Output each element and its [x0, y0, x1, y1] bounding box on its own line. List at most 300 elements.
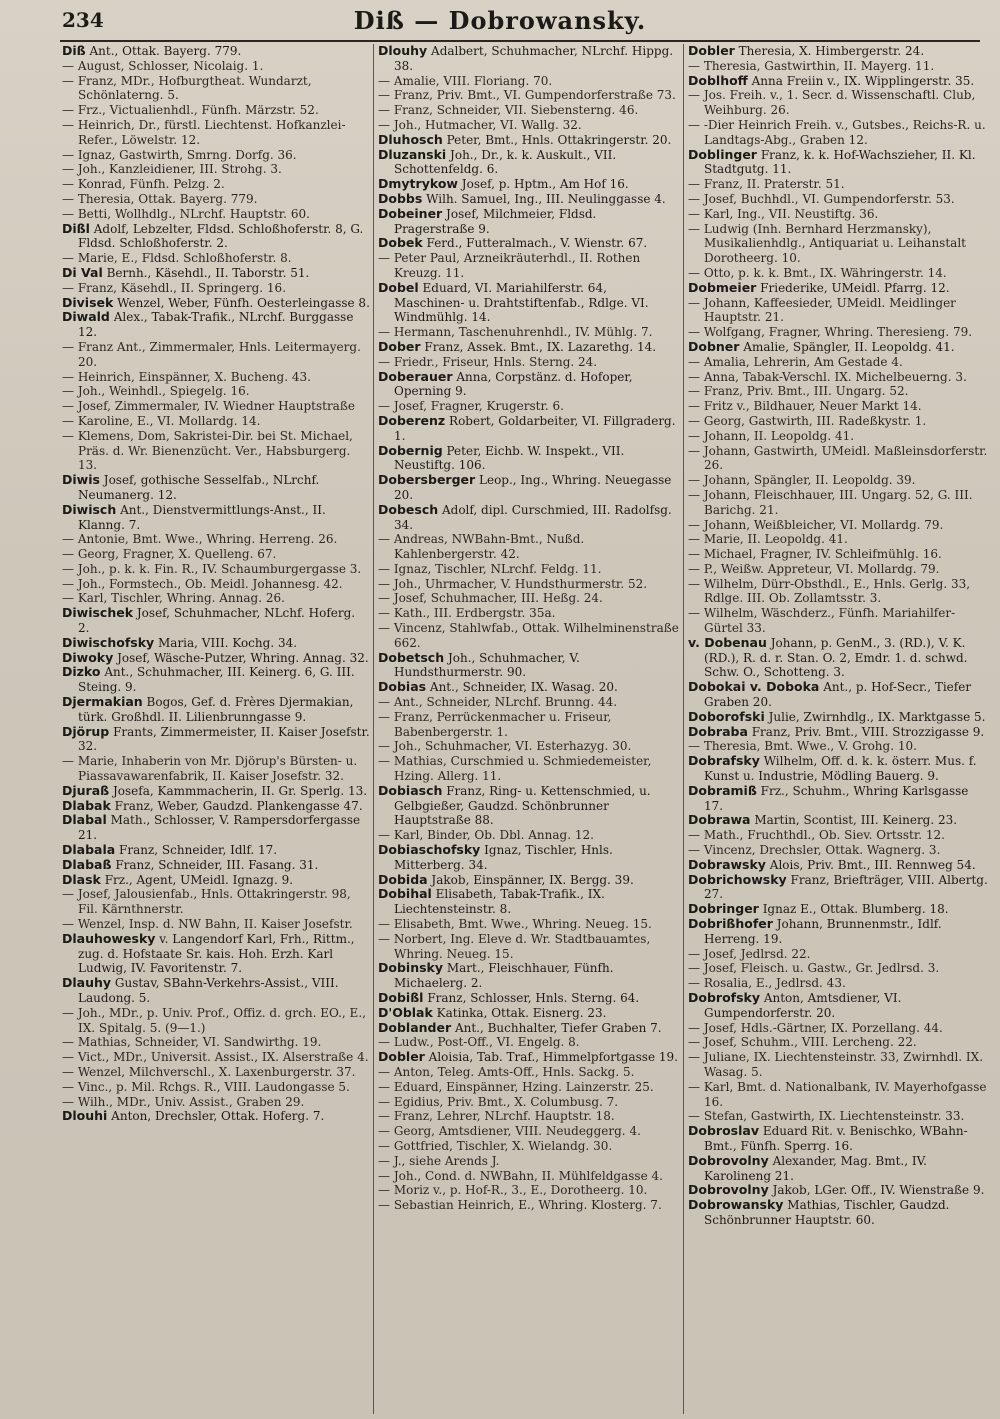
entry-details: — Josef, Jedlrsd. 22. — [688, 946, 811, 961]
entry-surname: Dlask — [62, 871, 101, 887]
entry-details: — Franz, Lehrer, NLrchf. Hauptstr. 18. — [378, 1109, 615, 1124]
entry-details: — Amalia, Lehrerin, Am Gestade 4. — [688, 354, 903, 369]
entry-surname: Dobrovolny — [688, 1152, 769, 1168]
directory-entry — [688, 428, 988, 444]
entry-details: — Juliane, IX. Liechtensteinstr. 33, Zwirnhdl. IX. Wasag. 5. — [688, 1050, 984, 1079]
directory-entry — [378, 782, 680, 828]
entry-details: — Joh., Hutmacher, VI. Wallg. 32. — [378, 117, 582, 132]
entry-surname: Dobrißhofer — [688, 916, 773, 932]
directory-entry — [688, 354, 988, 370]
entry-details: — Joh., Weinhdl., Spiegelg. 16. — [62, 384, 250, 399]
directory-entry — [62, 264, 370, 281]
directory-entry — [62, 1108, 370, 1124]
directory-entry — [62, 206, 370, 222]
entry-surname: Dlauhowesky — [62, 930, 156, 946]
entry-details: — Franz, Priv. Bmt., III. Ungarg. 52. — [688, 384, 909, 399]
directory-entry — [62, 251, 370, 266]
directory-entry — [62, 754, 370, 784]
directory-entry — [62, 856, 370, 873]
entry-details: — Vict., MDr., Universit. Assist., IX. Alserstraße 4. — [62, 1050, 369, 1065]
entry-surname: Dlabala — [62, 842, 116, 858]
entry-details: — Josef, Schuhm., VIII. Lercheng. 22. — [688, 1035, 917, 1050]
directory-entry — [688, 843, 988, 858]
column-3 — [688, 44, 988, 1414]
entry-details: Maria, VIII. Kochg. 34. — [158, 635, 298, 650]
directory-entry — [688, 473, 988, 488]
directory-entry — [378, 739, 680, 754]
entry-surname: Dlabaß — [62, 856, 112, 872]
entry-surname: Dobbs — [378, 190, 423, 206]
entry-surname: Dobetsch — [378, 649, 445, 665]
directory-entry — [62, 723, 370, 755]
directory-entry — [688, 561, 988, 577]
entry-surname: Dmytrykow — [378, 176, 458, 192]
entry-details: Josefa, Kammmacherin, II. Gr. Sperlg. 13. — [112, 783, 368, 798]
entry-details: Leop., Ing., Whring. Neuegasse 20. — [394, 473, 672, 502]
directory-entry — [378, 1094, 680, 1110]
directory-entry — [62, 339, 370, 370]
entry-details: — Anna, Tabak-Verschl. IX. Michelbeuerng. 3. — [688, 369, 967, 384]
entry-details: — Norbert, Ing. Eleve d. Wr. Stadtbauamtes, Whring. Neueg. 15. — [378, 931, 651, 961]
entry-details: — Mathias, Curschmied u. Schmiedemeister, Hzing. Allerg. 11. — [378, 754, 652, 784]
directory-entry — [62, 975, 370, 1006]
entry-details: Ignaz, Tischler, Hnls. Mitterberg. 34. — [394, 843, 613, 872]
entry-details: — Wenzel, Milchverschl., X. Laxenburgerstr. 37. — [62, 1064, 356, 1079]
directory-entry — [62, 73, 370, 104]
directory-entry — [62, 917, 370, 932]
entry-surname: Diwald — [62, 309, 110, 325]
entry-details: Franz, Weber, Gaudzd. Plankengasse 47. — [114, 798, 363, 813]
entry-surname: Doblinger — [688, 146, 757, 162]
directory-entry — [688, 58, 988, 74]
directory-entry — [62, 561, 370, 577]
directory-entry — [688, 1123, 988, 1154]
entry-details: Anna Freiin v., IX. Wipplingerstr. 35. — [751, 73, 975, 88]
directory-entry — [688, 44, 988, 59]
entry-surname: Dobramiß — [688, 782, 757, 798]
directory-entry — [62, 294, 370, 311]
directory-entry — [378, 1198, 680, 1213]
page-header — [0, 0, 1000, 40]
directory-entry — [688, 146, 988, 178]
entry-surname: Doblhoff — [688, 72, 748, 88]
directory-entry — [378, 73, 680, 89]
entry-surname: Dißl — [62, 220, 90, 236]
directory-entry — [688, 961, 988, 976]
entry-surname: Diß — [62, 44, 86, 58]
directory-entry — [688, 916, 988, 947]
entry-surname: Dobler — [688, 44, 735, 58]
entry-surname: Dobiaschofsky — [378, 842, 481, 858]
entry-details: — Moriz v., p. Hof-R., 3., E., Dorotheerg. 10. — [378, 1183, 648, 1198]
directory-entry — [378, 886, 680, 917]
entry-details: — Math., Fruchthdl., Ob. Siev. Ortsstr. 12. — [688, 828, 945, 843]
entry-details: — Franz, Käsehdl., II. Springerg. 16. — [62, 280, 287, 295]
entry-details: — Frz., Victualienhdl., Fünfh. Märzstr. 52. — [62, 103, 319, 118]
entry-details: — Vincenz, Stahlwfab., Ottak. Wilhelminenstraße 662. — [378, 621, 679, 650]
directory-entry — [378, 1035, 680, 1050]
entry-details: Bernh., Käsehdl., II. Taborstr. 51. — [106, 265, 310, 280]
entry-details: Johann, Brunnenmstr., Idlf. Herreng. 19. — [704, 917, 942, 946]
entry-details: — Stefan, Gastwirth, IX. Liechtensteinstr. 33. — [688, 1109, 965, 1124]
directory-entry — [62, 547, 370, 562]
directory-entry — [688, 1020, 988, 1036]
entry-details: — Karl, Tischler, Whring. Annag. 26. — [62, 591, 285, 606]
entry-details: — Wolfgang, Fragner, Whring. Theresieng. 79. — [688, 325, 973, 340]
entry-details: Ant., Ottak. Bayerg. 779. — [89, 44, 242, 58]
entry-details: — J., siehe Arends J. — [378, 1153, 500, 1168]
entry-details: — Jos. Freih. v., 1. Secr. d. Wissenschaftl. Club, Weihburg. 26. — [688, 88, 976, 118]
entry-details: — Klemens, Dom, Sakristei-Dir. bei St. Michael, Präs. d. Wr. Bienenzücht. Ver., Habsburgerg. 13. — [62, 428, 353, 473]
entry-surname: Dlouhy — [378, 44, 428, 58]
entry-surname: Dobersberger — [378, 472, 476, 488]
directory-entry — [378, 576, 680, 592]
entry-details: — Josef, Buchhdl., VI. Gumpendorferstr. 53. — [688, 191, 955, 206]
entry-details: Alois, Priv. Bmt., III. Rennweg 54. — [769, 857, 976, 872]
directory-entry — [688, 413, 988, 429]
column-divider — [373, 44, 374, 1414]
entry-surname: D'Oblak — [378, 1004, 433, 1020]
entry-surname: Dobringer — [688, 901, 759, 917]
entry-surname: Dlabak — [62, 797, 111, 813]
entry-details: — Theresia, Ottak. Bayerg. 779. — [62, 191, 258, 206]
entry-details: Josef, Schuhmacher, NLchf. Hoferg. 2. — [78, 606, 356, 636]
entry-details: — Franz, Schneider, VII. Siebensterng. 46. — [378, 103, 639, 118]
entry-details: — Franz, II. Praterstr. 51. — [688, 177, 845, 192]
directory-entry — [688, 384, 988, 399]
directory-entry — [378, 1168, 680, 1184]
entry-details: — Hermann, Taschenuhrenhdl., IV. Mühlg. 7. — [378, 325, 653, 340]
entry-details: — Johann, Spängler, II. Leopoldg. 39. — [688, 473, 916, 488]
entry-surname: Dobraba — [688, 723, 748, 739]
entry-surname: Diwis — [62, 472, 100, 488]
entry-details: Franz, k. k. Hof-Wachszieher, II. Kl. Stadtgutg. 11. — [704, 147, 976, 177]
directory-entry — [688, 72, 988, 89]
column-1 — [62, 44, 370, 1414]
entry-details: — Vincenz, Drechsler, Ottak. Wagnerg. 3. — [688, 843, 941, 858]
entry-details: — Georg, Amtsdiener, VIII. Neudeggerg. 4. — [378, 1124, 641, 1139]
directory-entry — [688, 782, 988, 814]
directory-entry — [688, 976, 988, 991]
entry-details: — August, Schlosser, Nicolaig. 1. — [62, 58, 264, 73]
header-rule — [60, 40, 980, 42]
directory-entry — [378, 1079, 680, 1095]
directory-entry — [378, 871, 680, 888]
entry-details: — Ant., Schneider, NLrchf. Brunng. 44. — [378, 695, 618, 710]
directory-entry — [378, 990, 680, 1006]
entry-surname: Di Val — [62, 264, 103, 280]
entry-details: Mart., Fleischhauer, Fünfh. Michaelerg. 2. — [394, 961, 614, 991]
directory-entry — [688, 221, 988, 266]
entry-details: — Josef, Fragner, Krugerstr. 6. — [378, 399, 564, 414]
entry-details: — Amalie, VIII. Floriang. 70. — [378, 73, 553, 88]
directory-entry — [62, 280, 370, 296]
entry-details: — Ludwig (Inh. Bernhard Herzmansky), Musikalienhdlg., Antiquariat u. Leihanstalt Dorotheerg. 10. — [688, 221, 966, 266]
directory-entry — [62, 1005, 370, 1036]
directory-entry — [378, 501, 680, 533]
entry-details: — Eduard, Einspänner, Hzing. Lainzerstr. 25. — [378, 1079, 654, 1094]
directory-entry — [62, 532, 370, 547]
directory-entry — [688, 634, 988, 680]
directory-entry — [378, 412, 680, 444]
entry-details: Ant., p. Hof-Secr., Tiefer Graben 20. — [704, 680, 972, 710]
entry-details: — Joh., Schuhmacher, VI. Esterhazyg. 30. — [378, 739, 632, 754]
directory-entry — [688, 723, 988, 740]
entry-details: Peter, Bmt., Hnls. Ottakringerstr. 20. — [446, 132, 672, 147]
directory-entry — [62, 812, 370, 843]
directory-entry — [688, 487, 988, 518]
entry-surname: Dluzanski — [378, 146, 447, 162]
directory-entry — [378, 591, 680, 606]
entry-details: Ignaz E., Ottak. Blumberg. 18. — [762, 902, 949, 917]
entry-details: — Kath., III. Erdbergstr. 35a. — [378, 606, 556, 621]
entry-details: Friederike, UMeidl. Pfarrg. 12. — [760, 280, 950, 295]
directory-entry — [378, 131, 680, 148]
entry-details: Ant., Buchhalter, Tiefer Graben 7. — [454, 1020, 662, 1035]
entry-details: — Georg, Fragner, X. Quelleng. 67. — [62, 547, 277, 562]
directory-entry — [378, 205, 680, 237]
entry-details: — Joh., p. k. k. Fin. R., IV. Schaumburgergasse 3. — [62, 561, 362, 576]
directory-entry — [378, 931, 680, 962]
directory-entry — [378, 709, 680, 740]
directory-entry — [688, 88, 988, 118]
directory-entry — [378, 1153, 680, 1169]
directory-entry — [62, 887, 370, 917]
directory-entry — [688, 532, 988, 547]
entry-details: — Heinrich, Dr., fürstl. Liechtenst. Hofkanzlei-Refer., Löwelstr. 12. — [62, 117, 346, 147]
entry-details: — Josef, Hdls.-Gärtner, IX. Porzellang. 44. — [688, 1020, 943, 1035]
directory-entry — [378, 606, 680, 621]
entry-details: — Wilh., MDr., Univ. Assist., Graben 29. — [62, 1094, 305, 1109]
entry-surname: Dobißl — [378, 990, 424, 1005]
entry-details: — Johann, Weißbleicher, VI. Mollardg. 79. — [688, 517, 944, 532]
directory-entry — [62, 1035, 370, 1050]
entry-details: — Theresia, Gastwirthin, II. Mayerg. 11. — [688, 58, 935, 73]
directory-entry — [378, 146, 680, 178]
directory-entry — [62, 309, 370, 340]
entry-surname: Dobrawsky — [688, 856, 766, 872]
entry-details: Franz, Schlosser, Hnls. Sterng. 64. — [427, 991, 640, 1005]
entry-details: — Anton, Teleg. Amts-Off., Hnls. Sackg. 5. — [378, 1064, 635, 1079]
entry-surname: Dobokai v. Doboka — [688, 679, 820, 695]
entry-details: — Josef, Jalousienfab., Hnls. Ottakringerstr. 98, Fil. Kärnthnerstr. — [62, 887, 351, 917]
entry-details: — Peter Paul, Arzneikräuterhdl., II. Rothen Kreuzg. 11. — [378, 251, 641, 280]
entry-surname: Doblander — [378, 1019, 452, 1035]
directory-entry — [378, 88, 680, 103]
entry-details: Math., Schlosser, V. Rampersdorfergasse 21. — [78, 813, 361, 843]
directory-entry — [688, 1079, 988, 1110]
directory-entry — [378, 176, 680, 192]
directory-entry — [62, 191, 370, 207]
directory-entry — [62, 1064, 370, 1080]
directory-entry — [62, 147, 370, 163]
entry-details: Katinka, Ottak. Eisnerg. 23. — [436, 1005, 607, 1020]
entry-details: Eduard, VI. Mariahilferstr. 64, Maschinen- u. Drahtstiftenfab., Rdlge. VI. Windmühlg. 14. — [394, 280, 649, 325]
directory-entry — [378, 279, 680, 325]
entry-details: Ant., Dienstvermittlungs-Anst., II. Klanng. 7. — [78, 502, 326, 532]
directory-entry — [378, 695, 680, 710]
entry-details: Josef, Milchmeier, Fldsd. Pragerstraße 9. — [394, 206, 597, 236]
entry-details: Franz, Schneider, III. Fasang. 31. — [115, 857, 319, 872]
entry-details: Eduard Rit. v. Benischko, WBahn-Bmt., Fünfh. Sperrg. 16. — [704, 1124, 968, 1153]
entry-surname: Diwischofsky — [62, 634, 155, 650]
directory-entry — [688, 812, 988, 828]
entry-surname: Dobida — [378, 871, 428, 887]
directory-entry — [378, 442, 680, 474]
entry-details: — Josef, Schuhmacher, III. Heßg. 24. — [378, 591, 603, 606]
entry-details: Johann, p. GenM., 3. (RD.), V. K. (RD.), R. d. r. Stan. O. 2, Emdr. 1. d. schwd. Schw. O., Schotteng. 3. — [704, 635, 968, 680]
directory-entry — [688, 856, 988, 873]
entry-details: — Franz Ant., Zimmermaler, Hnls. Leitermayerg. 20. — [62, 339, 361, 369]
directory-entry — [62, 576, 370, 592]
directory-entry — [688, 206, 988, 222]
directory-entry — [62, 634, 370, 651]
entry-details: Adolf, dipl. Curschmied, III. Radolfsg. 34. — [394, 502, 672, 532]
entry-surname: Djörup — [62, 723, 110, 739]
directory-entry — [378, 842, 680, 873]
entry-details: — Joh., MDr., p. Univ. Prof., Offiz. d. grch. EO., E., IX. Spitalg. 5. (9—1.) — [62, 1005, 366, 1035]
entry-details: Frz., Schuhm., Whring Karlsgasse 17. — [704, 783, 969, 813]
entry-details: — Karl, Ing., VII. Neustiftg. 36. — [688, 206, 879, 221]
directory-entry — [62, 428, 370, 473]
directory-entry — [378, 1183, 680, 1198]
directory-entry — [688, 177, 988, 192]
directory-entry — [378, 960, 680, 991]
entry-details: — Josef, Zimmermaler, IV. Wiedner Hauptstraße — [62, 399, 355, 414]
directory-entry — [378, 621, 680, 651]
entry-details: — Johann, Gastwirth, UMeidl. Maßleinsdorferstr. 26. — [688, 443, 988, 473]
entry-details: Anna, Corpstänz. d. Hofoper, Operning 9. — [394, 369, 633, 399]
entry-details: — Otto, p. k. k. Bmt., IX. Währingerstr. 14. — [688, 265, 947, 280]
column-divider — [683, 44, 684, 1414]
directory-entry — [62, 472, 370, 503]
directory-entry — [688, 946, 988, 962]
directory-entry — [688, 739, 988, 754]
directory-entry — [378, 354, 680, 370]
entry-surname: Dobrofsky — [688, 990, 761, 1005]
directory-entry — [62, 399, 370, 414]
entry-details: Josef, p. Hptm., Am Hof 16. — [461, 177, 629, 192]
directory-entry — [378, 368, 680, 400]
directory-entry — [62, 591, 370, 606]
entry-details: Josef, gothische Sesselfab., NLrchf. Neumanerg. 12. — [78, 473, 320, 502]
entry-details: Martin, Scontist, III. Keinerg. 23. — [754, 813, 958, 828]
directory-entry — [62, 1050, 370, 1065]
entry-details: — Marie, E., Fldsd. Schloßhoferstr. 8. — [62, 251, 292, 266]
directory-entry — [378, 235, 680, 251]
entry-details: v. Langendorf Karl, Frh., Rittm., zug. d. Hofstaate Sr. kais. Hoh. Erzh. Karl Ludwig, IV. Favoritenstr. 7. — [78, 931, 355, 976]
directory-entry — [378, 1049, 680, 1065]
directory-entry — [688, 1050, 988, 1080]
directory-entry — [378, 1138, 680, 1154]
entry-surname: Dobinsky — [378, 960, 443, 976]
directory-entry — [688, 990, 988, 1021]
entry-surname: Doberenz — [378, 412, 446, 428]
directory-entry — [688, 1182, 988, 1198]
entry-details: — Johann, II. Leopoldg. 41. — [688, 428, 855, 443]
entry-surname: Dobias — [378, 679, 427, 695]
directory-entry — [688, 325, 988, 340]
directory-entry — [378, 1019, 680, 1036]
entry-details: Joh., Schuhmacher, V. Hundsthurmerstr. 90. — [394, 650, 580, 680]
entry-surname: Dobner — [688, 338, 740, 354]
directory-entry — [378, 1064, 680, 1080]
entry-details: Peter, Eichb. W. Inspekt., VII. Neustiftg. 106. — [394, 443, 625, 473]
entry-surname: Dlauhy — [62, 975, 112, 991]
entry-details: — Georg, Gastwirth, III. Radeßkystr. 1. — [688, 413, 927, 428]
entry-details: Anton, Amtsdiener, VI. Gumpendorferstr. 20. — [704, 991, 902, 1020]
entry-surname: Diwoky — [62, 649, 114, 665]
directory-entry — [62, 649, 370, 666]
directory-entry — [688, 1109, 988, 1124]
entry-details: — Wenzel, Insp. d. NW Bahn, II. Kaiser Josefstr. — [62, 917, 353, 932]
entry-details: — Fritz v., Bildhauer, Neuer Markt 14. — [688, 399, 922, 414]
entry-surname: Dobek — [378, 235, 423, 251]
entry-details: — Gottfried, Tischler, X. Wielandg. 30. — [378, 1138, 613, 1153]
entry-details: Anton, Drechsler, Ottak. Hoferg. 7. — [111, 1109, 325, 1124]
entry-details: — Karl, Bmt. d. Nationalbank, IV. Mayerhofgasse 16. — [688, 1079, 987, 1109]
entry-details: — Franz, MDr., Hofburgtheat. Wundarzt, Schönlaterng. 5. — [62, 73, 312, 103]
entry-surname: Dobrichowsky — [688, 871, 787, 887]
directory-entry — [378, 325, 680, 340]
entry-surname: Dobesch — [378, 501, 439, 517]
entry-details: Mathias, Tischler, Gaudzd. Schönbrunner Hauptstr. 60. — [704, 1198, 950, 1227]
entry-surname: Dobel — [378, 279, 419, 295]
entry-surname: Doberauer — [378, 368, 453, 384]
directory-entry — [688, 679, 988, 710]
entry-details: — -Dier Heinrich Freih. v., Gutsbes., Reichs-R. u. Landtags-Abg., Graben 12. — [688, 117, 986, 147]
entry-details: Adolf, Lebzelter, Fldsd. Schloßhoferstr. 8, G. Fldsd. Schloßhoferstr. 2. — [78, 221, 364, 251]
directory-entry — [688, 1197, 988, 1228]
directory-entry — [688, 517, 988, 533]
entry-details: Franz, Ring- u. Kettenschmied, u. Gelbgießer, Gaudzd. Schönbrunner Hauptstraße 88. — [394, 783, 651, 828]
entry-surname: Dobiasch — [378, 782, 443, 798]
directory-entry — [378, 338, 680, 355]
entry-details: Jakob, LGer. Off., IV. Wienstraße 9. — [772, 1183, 985, 1198]
directory-entry — [62, 1094, 370, 1110]
directory-entry — [688, 265, 988, 281]
directory-entry — [62, 369, 370, 385]
directory-entry — [688, 753, 988, 784]
entry-details: — Marie, Inhaberin von Mr. Djörup's Bürsten- u. Piassavawarenfabrik, II. Kaiser Josefstr. 32. — [62, 754, 358, 784]
entry-details: — Rosalia, E., Jedlrsd. 43. — [688, 976, 846, 991]
entry-details: — Wilhelm, Wäschderz., Fünfh. Mariahilfer-Gürtel 33. — [688, 606, 956, 636]
entry-details: — Theresia, Bmt. Wwe., V. Grohg. 10. — [688, 739, 917, 754]
entry-details: — Andreas, NWBahn-Bmt., Nußd. Kahlenbergerstr. 42. — [378, 532, 585, 562]
entry-details: — P., Weißw. Appreteur, VI. Mollardg. 79. — [688, 561, 940, 576]
entry-details: Jakob, Einspänner, IX. Bergg. 39. — [431, 872, 634, 887]
entry-details: — Joh., Kanzleidiener, III. Strohg. 3. — [62, 162, 282, 177]
directory-entry — [378, 103, 680, 118]
entry-details: Ant., Schuhmacher, III. Keinerg. 6, G. III. Steing. 9. — [78, 665, 355, 695]
entry-details: Frants, Zimmermeister, II. Kaiser Josefstr. 32. — [78, 724, 370, 754]
directory-entry — [688, 1152, 988, 1184]
entry-details: — Konrad, Fünfh. Pelzg. 2. — [62, 177, 225, 192]
entry-surname: v. Dobenau — [688, 634, 767, 650]
directory-entry — [688, 295, 988, 326]
entry-surname: Dobler — [378, 1049, 425, 1065]
directory-entry — [688, 338, 988, 355]
directory-entry — [378, 561, 680, 577]
directory-entry — [62, 220, 370, 252]
entry-details: Frz., Agent, UMeidl. Ignazg. 9. — [104, 872, 294, 887]
directory-entry — [688, 547, 988, 562]
entry-surname: Dobihal — [378, 886, 432, 902]
directory-entry — [378, 44, 680, 74]
directory-entry — [62, 58, 370, 74]
entry-surname: Dobrowansky — [688, 1197, 784, 1213]
entry-details: — Joh., Cond. d. NWBahn, II. Mühlfeldgasse 4. — [378, 1168, 663, 1183]
